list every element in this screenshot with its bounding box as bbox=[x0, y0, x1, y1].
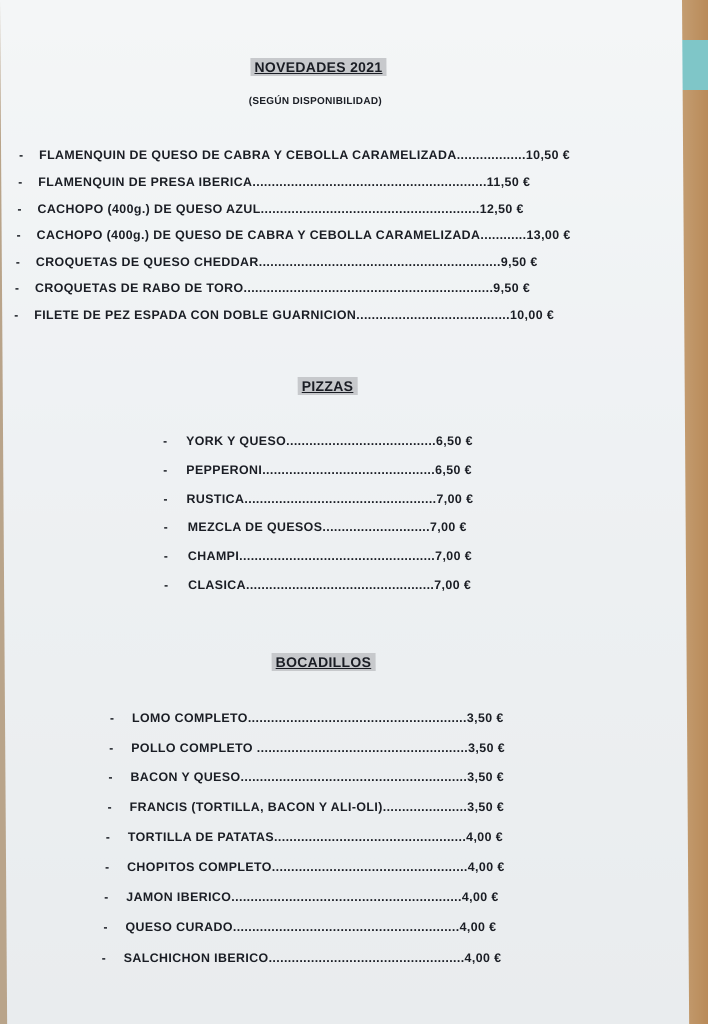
bullet: - bbox=[163, 463, 168, 477]
bullet: - bbox=[108, 770, 113, 784]
bullet: - bbox=[109, 711, 115, 725]
menu-item: FILETE DE PEZ ESPADA CON DOBLE GUARNICION........................................10,00 € bbox=[34, 308, 555, 322]
bullet: - bbox=[16, 228, 21, 242]
bullet: - bbox=[105, 830, 110, 844]
menu-item: CHAMPI...................................................7,00 € bbox=[187, 549, 473, 563]
bullet: - bbox=[164, 578, 169, 592]
bullet: - bbox=[14, 281, 20, 295]
menu-item: RUSTICA..................................................7,00 € bbox=[186, 492, 474, 506]
bullet: - bbox=[163, 434, 168, 448]
bullet: - bbox=[17, 202, 22, 216]
section-subtitle-novedades: (SEGÚN DISPONIBILIDAD) bbox=[248, 96, 383, 107]
menu-item: TORTILLA DE PATATAS..................................................4,00 € bbox=[127, 830, 504, 844]
bullet: - bbox=[15, 255, 20, 269]
menu-item: YORK Y QUESO.......................................6,50 € bbox=[186, 434, 473, 448]
menu-item: CLASICA.................................................7,00 € bbox=[188, 578, 472, 592]
section-title-pizzas: PIZZAS bbox=[298, 377, 358, 395]
bullet: - bbox=[109, 741, 114, 755]
menu-item: CROQUETAS DE RABO DE TORO.................................................................9,50 € bbox=[34, 281, 531, 295]
menu-item: CROQUETAS DE QUESO CHEDDAR...............................................................9,50 € bbox=[35, 255, 538, 269]
bullet: - bbox=[101, 951, 106, 965]
menu-item: CACHOPO (400g.) DE QUESO AZUL.........................................................12,50 € bbox=[37, 202, 524, 216]
bullet: - bbox=[103, 920, 108, 934]
bullet: - bbox=[163, 492, 168, 506]
bullet: - bbox=[163, 520, 168, 534]
menu-item: MEZCLA DE QUESOS............................7,00 € bbox=[187, 520, 467, 534]
menu-item: CACHOPO (400g.) DE QUESO DE CABRA Y CEBOLLA CARAMELIZADA............13,00 € bbox=[36, 228, 571, 242]
bullet: - bbox=[107, 800, 112, 814]
bullet: - bbox=[14, 308, 19, 322]
bullet: - bbox=[104, 890, 109, 904]
menu-item: FRANCIS (TORTILLA, BACON Y ALI-OLI)......................3,50 € bbox=[129, 800, 505, 814]
bullet: - bbox=[18, 175, 23, 189]
menu-item: FLAMENQUIN DE QUESO DE CABRA Y CEBOLLA CARAMELIZADA..................10,50 € bbox=[39, 148, 571, 162]
section-title-bocadillos: BOCADILLOS bbox=[272, 653, 376, 671]
section-title-novedades: NOVEDADES 2021 bbox=[250, 58, 386, 76]
bullet: - bbox=[19, 148, 24, 162]
bullet: - bbox=[163, 549, 168, 563]
menu-item: LOMO COMPLETO.........................................................3,50 € bbox=[131, 711, 504, 725]
menu-item: PEPPERONI.............................................6,50 € bbox=[186, 463, 473, 477]
bullet: - bbox=[105, 860, 110, 874]
menu-item: BACON Y QUESO...........................................................3,50 € bbox=[130, 770, 505, 784]
menu-item: FLAMENQUIN DE PRESA IBERICA.............................................................11,50 € bbox=[38, 175, 531, 189]
menu-item: JAMON IBERICO............................................................4,00 € bbox=[126, 890, 499, 904]
menu-item: QUESO CURADO...........................................................4,00 € bbox=[125, 920, 497, 934]
menu-item: SALCHICHON IBERICO...................................................4,00 € bbox=[123, 951, 502, 965]
menu-item: POLLO COMPLETO .......................................................3,50 € bbox=[131, 741, 506, 755]
menu-item: CHOPITOS COMPLETO...................................................4,00 € bbox=[127, 860, 505, 874]
